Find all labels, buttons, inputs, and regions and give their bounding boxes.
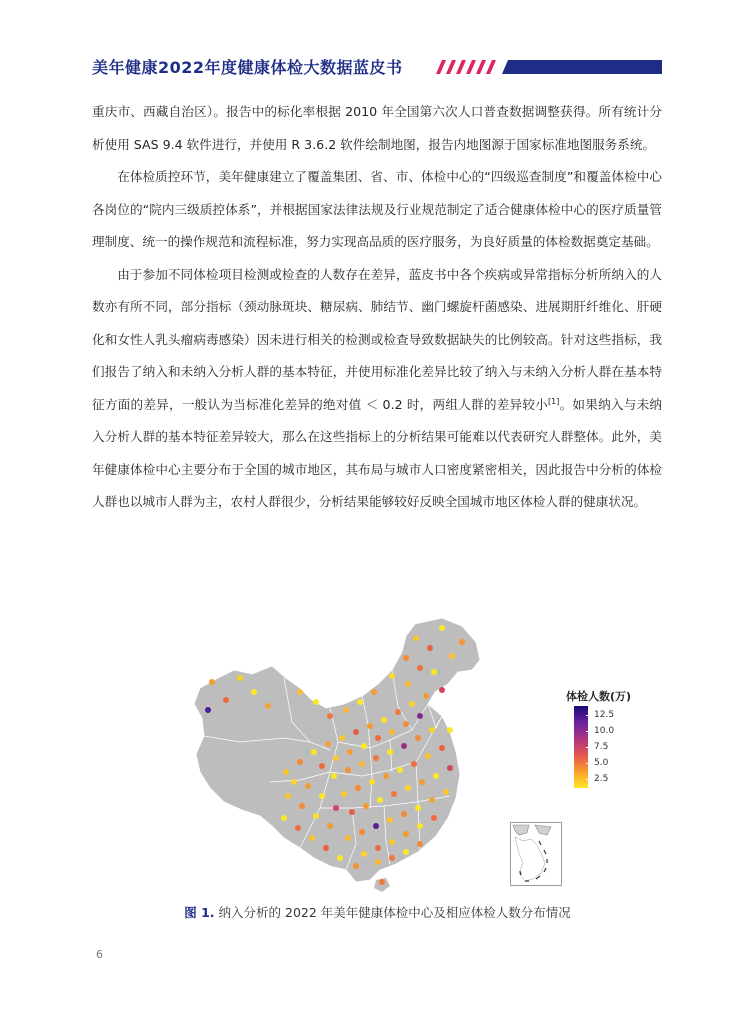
legend-title: 体检人数(万) — [566, 690, 632, 703]
header-title: 美年健康2022年度健康体检大数据蓝皮书 — [92, 58, 403, 77]
paragraph-3-part-2: 。如果纳入与未纳入分析人群的基本特征差异较大，那么在这些指标上的分析结果可能难以代表研究人群整体。此外，美年健康体检中心主要分布于全国的城市地区，其布局与城市人口密度紧密相关，因此报告中分析的体检人群也以城市人群为主，农村人群很少，分析结果能够较好反映全国城市地区体检人群的健康状况。 — [92, 396, 663, 509]
paragraph-3-part-1: 由于参加不同体检项目检测或检查的人数存在差异，蓝皮书中各个疾病或异常指标分析所纳入的人数亦有所不同，部分指标（颈动脉斑块、糖尿病、肺结节、幽门螺旋杆菌感染、进展期肝纤维化、肝硬化和女性人乳头瘤病毒感染）因未进行相关的检测或检查导致数据缺失的比例较高。针对这些指标，我们报告了纳入和未纳入分析人群的基本特征，并使用标准化差异比较了纳入与未纳入分析人群在基本特征方面的差异，一般认为当标准化差异的绝对值 ＜ 0.2 时，两组人群的差异较小 — [92, 266, 662, 412]
body-text — [92, 96, 662, 519]
legend-tick: 10.0 — [594, 726, 615, 736]
caption-label: 图 1. — [184, 905, 215, 920]
south-china-sea-inset — [510, 822, 562, 886]
figure-caption — [0, 903, 755, 921]
paragraph-2: 在体检质控环节，美年健康建立了覆盖集团、省、市、体检中心的“四级巡查制度”和覆盖体检中心各岗位的“院内三级质控体系”，并根据国家法律法规及行业规范制定了适合健康体检中心的医疗质量管理制度、统一的操作规范和流程标准，努力实现高品质的医疗服务，为良好质量的体检数据奠定基础。 — [92, 169, 662, 249]
map-legend — [566, 688, 646, 798]
legend-tick: 12.5 — [594, 710, 615, 720]
citation-ref: [1] — [548, 396, 560, 406]
paragraph-1: 重庆市、西藏自治区）。报告中的标化率根据 2010 年全国第六次人口普查数据调整获得。所有统计分析使用 SAS 9.4 软件进行，并使用 R 3.6.2 软件绘制地图，报告内地图源于国家标准地图服务系统。 — [92, 104, 662, 152]
legend-tick: 7.5 — [594, 742, 609, 752]
caption-text: 纳入分析的 2022 年美年健康体检中心及相应体检人数分布情况 — [218, 905, 571, 920]
nine-dash-line — [520, 841, 547, 881]
page-number: 6 — [96, 948, 103, 961]
paragraph-3 — [92, 259, 662, 519]
legend-tick: 2.5 — [594, 774, 609, 784]
china-map-landmass — [194, 618, 480, 882]
china-map — [180, 612, 560, 902]
legend-tick: 5.0 — [594, 758, 609, 768]
header-stripe-bar — [432, 60, 662, 74]
inset-map — [511, 823, 561, 885]
